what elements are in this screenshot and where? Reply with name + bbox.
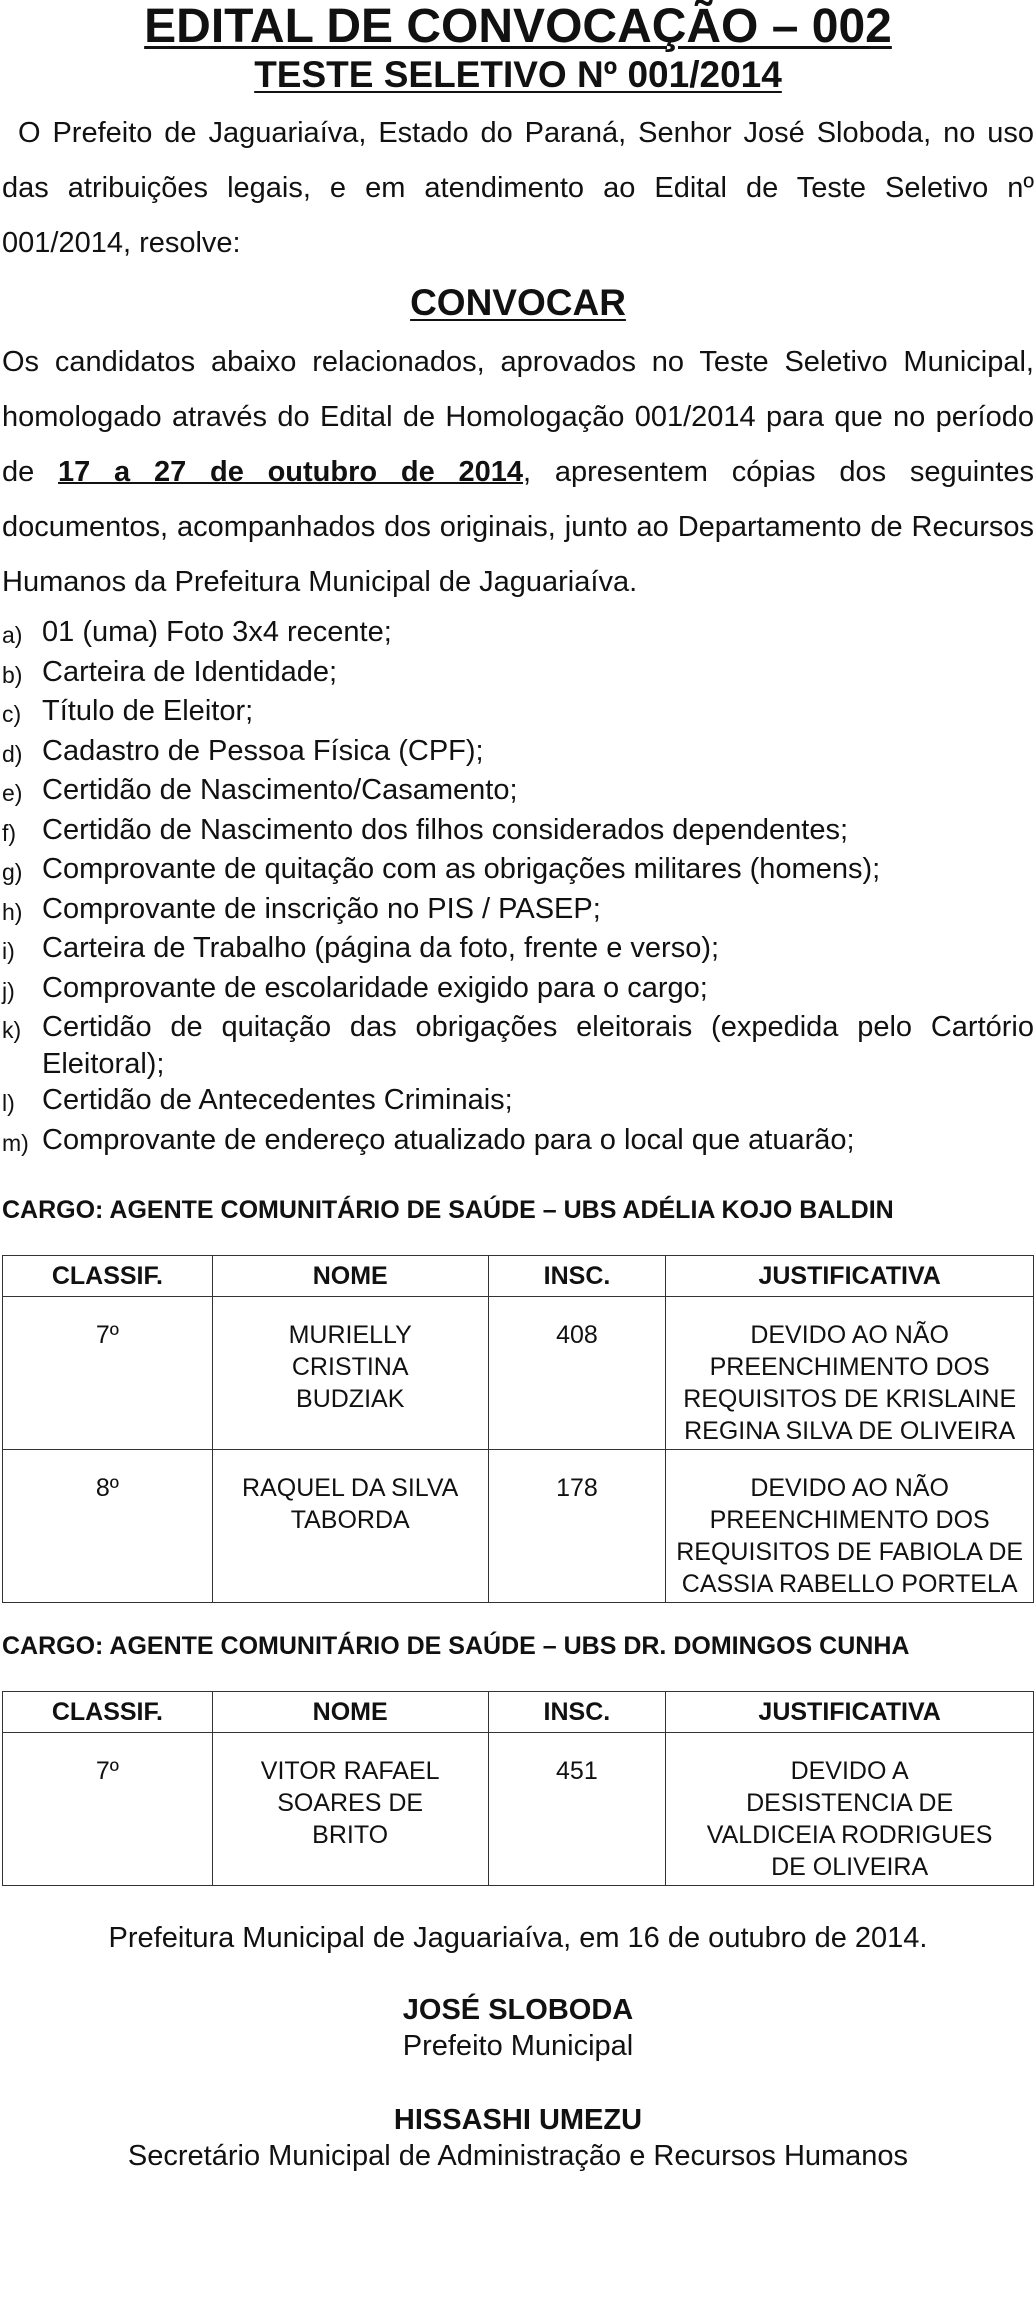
item-text: Cadastro de Pessoa Física (CPF);	[42, 734, 484, 767]
item-letter: k)	[2, 1017, 22, 1043]
item-letter: e)	[2, 780, 23, 806]
convocation-table-ubs-adelia	[2, 1255, 1034, 1603]
list-item	[2, 1122, 1034, 1162]
list-item	[2, 930, 1034, 970]
item-letter: b)	[2, 661, 23, 688]
item-letter: l)	[2, 1090, 15, 1116]
item-letter: f)	[2, 819, 17, 846]
body-text-part1: Os candidatos abaixo relacionados, aprovados no Teste Seletivo Municipal, homologado através do Edital de Homologação 001/2014 para que no período de	[2, 346, 1034, 488]
cell-insc: 408	[488, 1297, 666, 1450]
cell-justificativa: DEVIDO A DESISTENCIA DE VALDICEIA RODRIGUES DE OLIVEIRA	[666, 1733, 1034, 1886]
document-title: EDITAL DE CONVOCAÇÃO – 002	[144, 0, 892, 53]
table-row	[3, 1297, 1034, 1450]
column-header-nome: NOME	[212, 1256, 488, 1297]
cell-nome: VITOR RAFAEL SOARES DE BRITO	[212, 1733, 488, 1886]
item-text: Comprovante de endereço atualizado para o local que atuarão;	[42, 1123, 855, 1156]
item-text: Carteira de Identidade;	[42, 655, 338, 688]
column-header-nome: NOME	[212, 1692, 488, 1733]
list-item	[2, 970, 1034, 1010]
cargo-heading-ubs-domingos: CARGO: AGENTE COMUNITÁRIO DE SAÚDE – UBS DR. DOMINGOS CUNHA	[2, 1632, 910, 1660]
item-letter: h)	[2, 898, 23, 925]
item-letter: j)	[2, 977, 15, 1004]
signer-1-name: JOSÉ SLOBODA	[402, 1994, 634, 2026]
list-item	[2, 693, 1034, 733]
list-item	[2, 851, 1034, 891]
intro-paragraph: O Prefeito de Jaguariaíva, Estado do Paraná, Senhor José Sloboda, no uso das atribuições legais, e em atendimento ao Edital de Teste Seletivo nº 001/2014, resolve:	[2, 117, 1034, 259]
column-header-classif: CLASSIF.	[3, 1692, 213, 1733]
signer-2-name: HISSASHI UMEZU	[393, 2104, 643, 2136]
deadline-dates: 17 a 27 de outubro de 2014	[58, 456, 523, 488]
cell-justificativa: DEVIDO AO NÃO PREENCHIMENTO DOS REQUISITOS DE KRISLAINE REGINA SILVA DE OLIVEIRA	[666, 1297, 1034, 1450]
column-header-justificativa: JUSTIFICATIVA	[666, 1256, 1034, 1297]
cell-nome: RAQUEL DA SILVA TABORDA	[212, 1450, 488, 1603]
cell-nome: MURIELLY CRISTINA BUDZIAK	[212, 1297, 488, 1450]
item-letter: d)	[2, 740, 23, 767]
list-item	[2, 891, 1034, 931]
list-item	[2, 772, 1034, 812]
cell-classif: 8º	[3, 1450, 213, 1603]
signer-2-role: Secretário Municipal de Administração e Recursos Humanos	[127, 2140, 909, 2172]
item-text: Comprovante de quitação com as obrigações militares (homens);	[42, 853, 881, 885]
item-letter: i)	[2, 938, 15, 964]
item-letter: m)	[2, 1129, 29, 1156]
cargo-heading-ubs-adelia: CARGO: AGENTE COMUNITÁRIO DE SAÚDE – UBS ADÉLIA KOJO BALDIN	[2, 1196, 894, 1224]
list-item	[2, 1009, 1034, 1082]
table-row	[3, 1450, 1034, 1603]
item-text: Comprovante de inscrição no PIS / PASEP;	[42, 892, 601, 925]
list-item	[2, 614, 1034, 654]
cell-justificativa: DEVIDO AO NÃO PREENCHIMENTO DOS REQUISITOS DE FABIOLA DE CASSIA RABELLO PORTELA	[666, 1450, 1034, 1603]
column-header-classif: CLASSIF.	[3, 1256, 213, 1297]
convocation-table-ubs-domingos	[2, 1691, 1034, 1886]
cell-insc: 451	[488, 1733, 666, 1886]
list-item	[2, 812, 1034, 852]
footer-date-line: Prefeitura Municipal de Jaguariaíva, em 16 de outubro de 2014.	[108, 1922, 928, 1954]
list-item	[2, 1082, 1034, 1122]
item-text: Comprovante de escolaridade exigido para o cargo;	[42, 971, 708, 1004]
item-letter: a)	[2, 622, 23, 648]
item-text: Carteira de Trabalho (página da foto, frente e verso);	[42, 932, 720, 964]
table-row	[3, 1733, 1034, 1886]
column-header-insc: INSC.	[488, 1256, 666, 1297]
item-text: Certidão de Nascimento dos filhos considerados dependentes;	[42, 813, 849, 846]
signer-1-role: Prefeito Municipal	[402, 2030, 634, 2062]
body-paragraph	[2, 335, 1034, 610]
item-text: 01 (uma) Foto 3x4 recente;	[42, 616, 392, 648]
cell-classif: 7º	[3, 1297, 213, 1450]
table-header-row	[3, 1692, 1034, 1733]
item-letter: g)	[2, 859, 23, 885]
item-letter: c)	[2, 701, 22, 727]
item-text: Título de Eleitor;	[42, 695, 254, 727]
edital-document	[0, 2, 1036, 2316]
item-text: Certidão de quitação das obrigações eleitorais (expedida pelo Cartório Eleitoral);	[42, 1011, 1034, 1080]
body-text-part2: , apresentem cópias dos seguintes documentos, acompanhados dos originais, junto ao Departamento de Recursos Humanos da Prefeitura Municipal de Jaguariaíva.	[2, 456, 1034, 598]
list-item	[2, 654, 1034, 694]
required-documents-list	[2, 614, 1034, 1161]
cell-insc: 178	[488, 1450, 666, 1603]
convocar-heading: CONVOCAR	[410, 282, 626, 323]
item-text: Certidão de Nascimento/Casamento;	[42, 774, 518, 806]
column-header-insc: INSC.	[488, 1692, 666, 1733]
cell-classif: 7º	[3, 1733, 213, 1886]
item-text: Certidão de Antecedentes Criminais;	[42, 1084, 513, 1116]
table-header-row	[3, 1256, 1034, 1297]
list-item	[2, 733, 1034, 773]
document-subtitle: TESTE SELETIVO Nº 001/2014	[254, 54, 782, 95]
column-header-justificativa: JUSTIFICATIVA	[666, 1692, 1034, 1733]
